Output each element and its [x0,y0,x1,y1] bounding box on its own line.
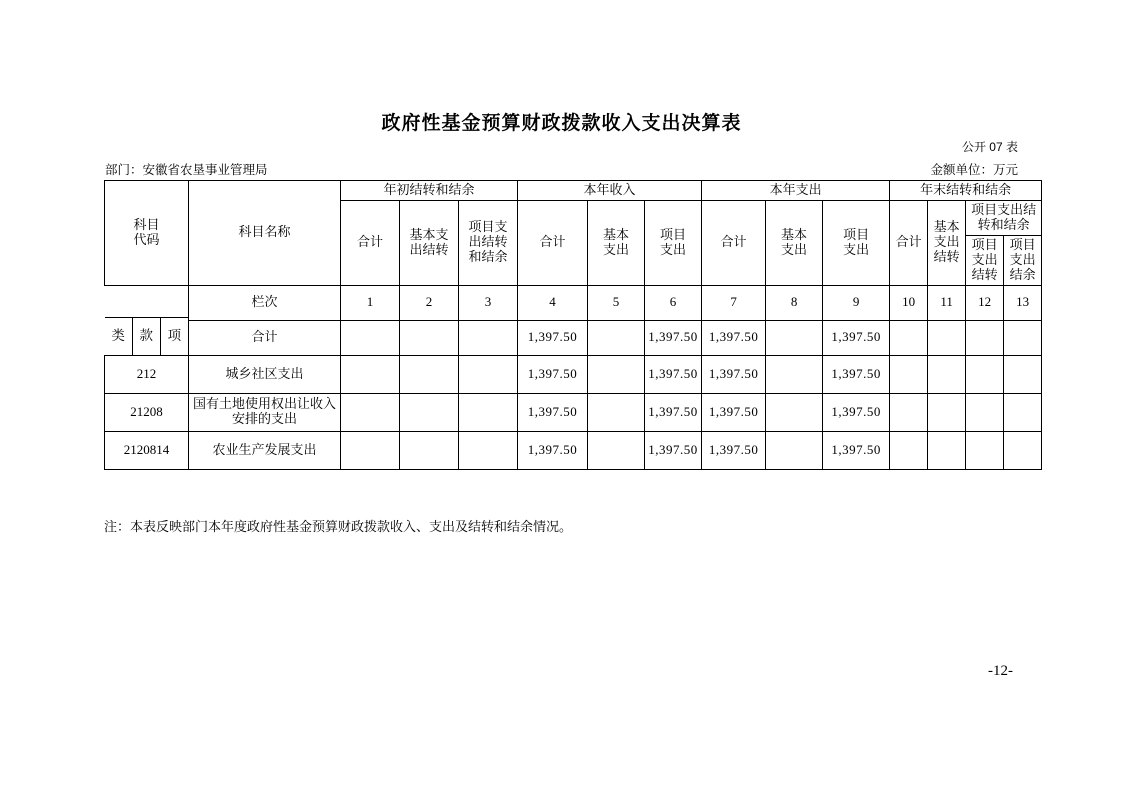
column-number-10: 10 [890,285,928,320]
column-number-5: 5 [588,285,645,320]
header-begin-balance: 年初结转和结余 [341,181,518,201]
column-number-3: 3 [459,285,518,320]
row-cell-7: 1,397.50 [702,431,766,469]
column-number-row [105,285,1042,320]
total-cell-13 [1004,320,1042,355]
row-cell-11 [928,393,966,431]
header-begin-total: 合计 [341,200,400,285]
row-cell-13 [1004,393,1042,431]
row-cell-9: 1,397.50 [823,393,890,431]
column-number-9: 9 [823,285,890,320]
code-subheader-item: 项 [160,317,188,355]
row-cell-5 [588,393,645,431]
column-number-1: 1 [341,285,400,320]
total-cell-12 [966,320,1004,355]
total-cell-2 [400,320,459,355]
department-label: 部门：安徽省农垦事业管理局 [105,163,268,177]
column-number-6: 6 [645,285,702,320]
header-end-project-group: 项目支出结 转和结余 [966,200,1042,235]
header-income-basic: 基本 支出 [588,200,645,285]
header-expense-total: 合计 [702,200,766,285]
code-subheader-class: 类 [105,317,133,355]
header-end-basic: 基本 支出 结转 [928,200,966,285]
row-cell-4: 1,397.50 [518,431,588,469]
header-year-income: 本年收入 [518,181,702,201]
row-code: 212 [105,355,189,393]
row-cell-2 [400,431,459,469]
row-cell-11 [928,355,966,393]
table-note: 注：本表反映部门本年度政府性基金预算财政拨款收入、支出及结转和结余情况。 [104,519,573,534]
column-number-4: 4 [518,285,588,320]
column-row-label: 栏次 [189,285,341,320]
page-number: -12- [988,663,1013,679]
row-cell-10 [890,355,928,393]
row-cell-3 [459,393,518,431]
financial-table-wrapper [104,180,1037,470]
row-cell-7: 1,397.50 [702,355,766,393]
column-number-11: 11 [928,285,966,320]
code-subheader-section: 款 [132,317,160,355]
row-cell-2 [400,393,459,431]
total-cell-4: 1,397.50 [518,320,588,355]
table-row [105,393,1042,431]
header-end-project-carry: 项目 支出 结转 [966,235,1004,285]
header-expense-basic: 基本 支出 [766,200,823,285]
column-number-12: 12 [966,285,1004,320]
row-cell-12 [966,431,1004,469]
table-row [105,431,1042,469]
row-cell-1 [341,355,400,393]
page-title: 政府性基金预算财政拨款收入支出决算表 [381,113,742,134]
header-expense-project: 项目 支出 [823,200,890,285]
header-income-total: 合计 [518,200,588,285]
row-cell-1 [341,393,400,431]
unit-label: 金额单位：万元 [930,163,1018,177]
row-cell-4: 1,397.50 [518,355,588,393]
header-end-balance: 年末结转和结余 [890,181,1042,201]
row-name: 农业生产发展支出 [189,431,341,469]
row-code: 21208 [105,393,189,431]
row-cell-6: 1,397.50 [645,431,702,469]
row-cell-5 [588,431,645,469]
meta-row [105,160,1018,178]
row-cell-13 [1004,355,1042,393]
row-cell-12 [966,393,1004,431]
header-end-project-surplus: 项目 支出 结余 [1004,235,1042,285]
row-cell-8 [766,393,823,431]
header-subject-name: 科目名称 [189,181,341,286]
total-cell-7: 1,397.50 [702,320,766,355]
row-cell-12 [966,355,1004,393]
row-cell-13 [1004,431,1042,469]
column-number-7: 7 [702,285,766,320]
total-row-label: 合计 [189,320,341,355]
table-row [105,355,1042,393]
total-cell-6: 1,397.50 [645,320,702,355]
row-name: 城乡社区支出 [189,355,341,393]
row-cell-10 [890,431,928,469]
total-cell-9: 1,397.50 [823,320,890,355]
financial-table [104,180,1042,470]
row-cell-9: 1,397.50 [823,355,890,393]
form-number: 公开 07 表 [961,140,1018,154]
column-number-2: 2 [400,285,459,320]
row-cell-8 [766,355,823,393]
row-cell-11 [928,431,966,469]
row-cell-6: 1,397.50 [645,355,702,393]
table-row-total [105,320,1042,355]
total-cell-1 [341,320,400,355]
total-cell-8 [766,320,823,355]
row-cell-5 [588,355,645,393]
row-cell-7: 1,397.50 [702,393,766,431]
row-cell-8 [766,431,823,469]
column-number-8: 8 [766,285,823,320]
row-cell-3 [459,431,518,469]
header-subject-code: 科目 代码 [105,181,189,286]
row-cell-6: 1,397.50 [645,393,702,431]
row-cell-10 [890,393,928,431]
total-cell-3 [459,320,518,355]
row-code: 2120814 [105,431,189,469]
table-header-row-1 [105,181,1042,201]
header-begin-basic: 基本支 出结转 [400,200,459,285]
header-end-total: 合计 [890,200,928,285]
row-cell-9: 1,397.50 [823,431,890,469]
total-cell-10 [890,320,928,355]
row-cell-3 [459,355,518,393]
header-begin-project: 项目支 出结转 和结余 [459,200,518,285]
total-cell-5 [588,320,645,355]
row-cell-1 [341,431,400,469]
total-cell-11 [928,320,966,355]
column-number-13: 13 [1004,285,1042,320]
header-year-expense: 本年支出 [702,181,890,201]
row-name: 国有土地使用权出让收入安排的支出 [189,393,341,431]
row-cell-2 [400,355,459,393]
header-income-project: 项目 支出 [645,200,702,285]
row-cell-4: 1,397.50 [518,393,588,431]
